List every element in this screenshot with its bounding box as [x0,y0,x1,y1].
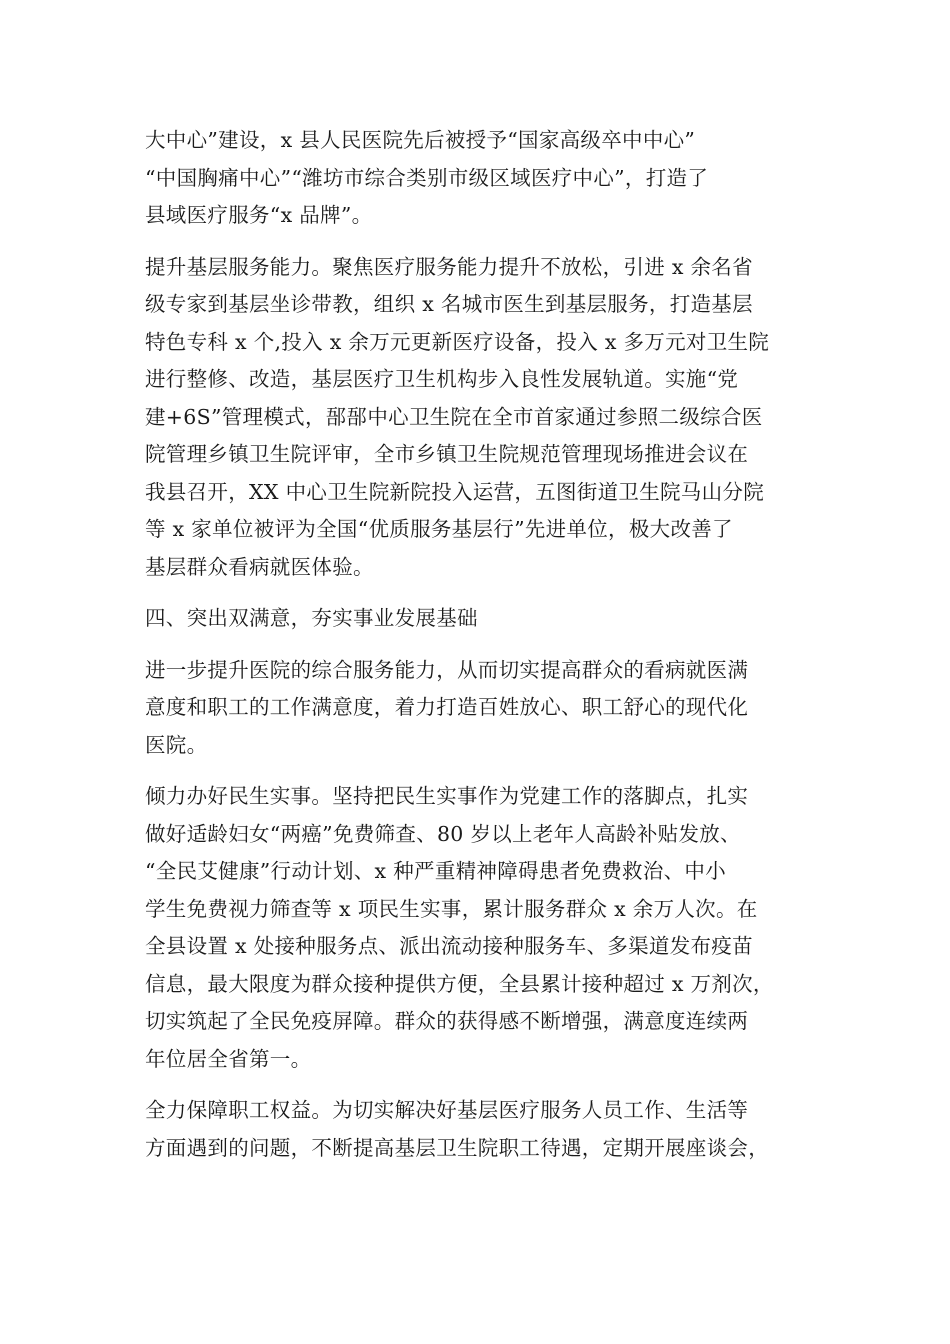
text-line: 全县设置 x 处接种服务点、派出流动接种服务车、多渠道发布疫苗 [145,934,753,958]
text-line: 院管理乡镇卫生院评审，全市乡镇卫生院规范管理现场推进会议在 [145,442,749,466]
text-line: 建+6S”管理模式，郚郚中心卫生院在全市首家通过参照二级综合医 [145,404,763,429]
text-line: 信息，最大限度为群众接种提供方便，全县累计接种超过 x 万剂次， [145,971,774,996]
document-body [145,122,805,1181]
text-line: 大中心”建设，x 县人民医院先后被授予“国家高级卒中中心” [145,128,696,152]
text-line: 级专家到基层坐诊带教，组织 x 名城市医生到基层服务，打造基层 [145,292,753,316]
text-line: 年位居全省第一。 [145,1046,312,1071]
paragraph-grassroots-capacity [145,249,805,587]
text-line: 意度和职工的工作满意度，着力打造百姓放心、职工舒心的现代化 [145,695,749,719]
text-line: 进一步提升医院的综合服务能力，从而切实提高群众的看病就医满 [145,657,749,682]
paragraph-livelihood-projects [145,778,805,1078]
text-line: 我县召开，XX 中心卫生院新院投入运营，五图街道卫生院马山分院 [145,479,765,504]
text-line: “中国胸痛中心”“潍坊市综合类别市级区域医疗中心”，打造了 [145,165,709,190]
text-line: 做好适龄妇女“两癌”免费筛查、80 岁以上老年人高龄补贴发放、 [145,821,741,846]
text-line: 医院。 [145,732,208,757]
text-line: 学生免费视力筛查等 x 项民生实事，累计服务群众 x 余万人次。在 [145,896,758,921]
section-heading [145,600,805,638]
paragraph-staff-rights [145,1092,805,1167]
paragraph-section-intro [145,652,805,765]
text-line: 县域医疗服务“x 品牌”。 [145,203,373,227]
text-line: 基层群众看病就医体验。 [145,554,374,579]
text-line: 进行整修、改造，基层医疗卫生机构步入良性发展轨道。实施“党 [145,367,739,391]
text-line: 等 x 家单位被评为全国“优质服务基层行”先进单位，极大改善了 [145,517,733,541]
paragraph-center-construction [145,122,805,235]
text-line: 方面遇到的问题，不断提高基层卫生院职工待遇，定期开展座谈会， [145,1135,769,1160]
text-line: 全力保障职工权益。为切实解决好基层医疗服务人员工作、生活等 [145,1098,749,1122]
text-line: “全民艾健康”行动计划、x 种严重精神障碍患者免费救治、中小 [145,859,727,883]
text-line: 切实筑起了全民免疫屏障。群众的获得感不断增强，满意度连续两 [145,1009,749,1033]
text-line: 特色专科 x 个,投入 x 余万元更新医疗设备，投入 x 多万元对卫生院 [145,329,770,354]
text-line: 提升基层服务能力。聚焦医疗服务能力提升不放松，引进 x 余名省 [145,254,753,279]
section-heading-text: 四、突出双满意，夯实事业发展基础 [145,606,478,630]
text-line: 倾力办好民生实事。坚持把民生实事作为党建工作的落脚点，扎实 [145,784,749,808]
